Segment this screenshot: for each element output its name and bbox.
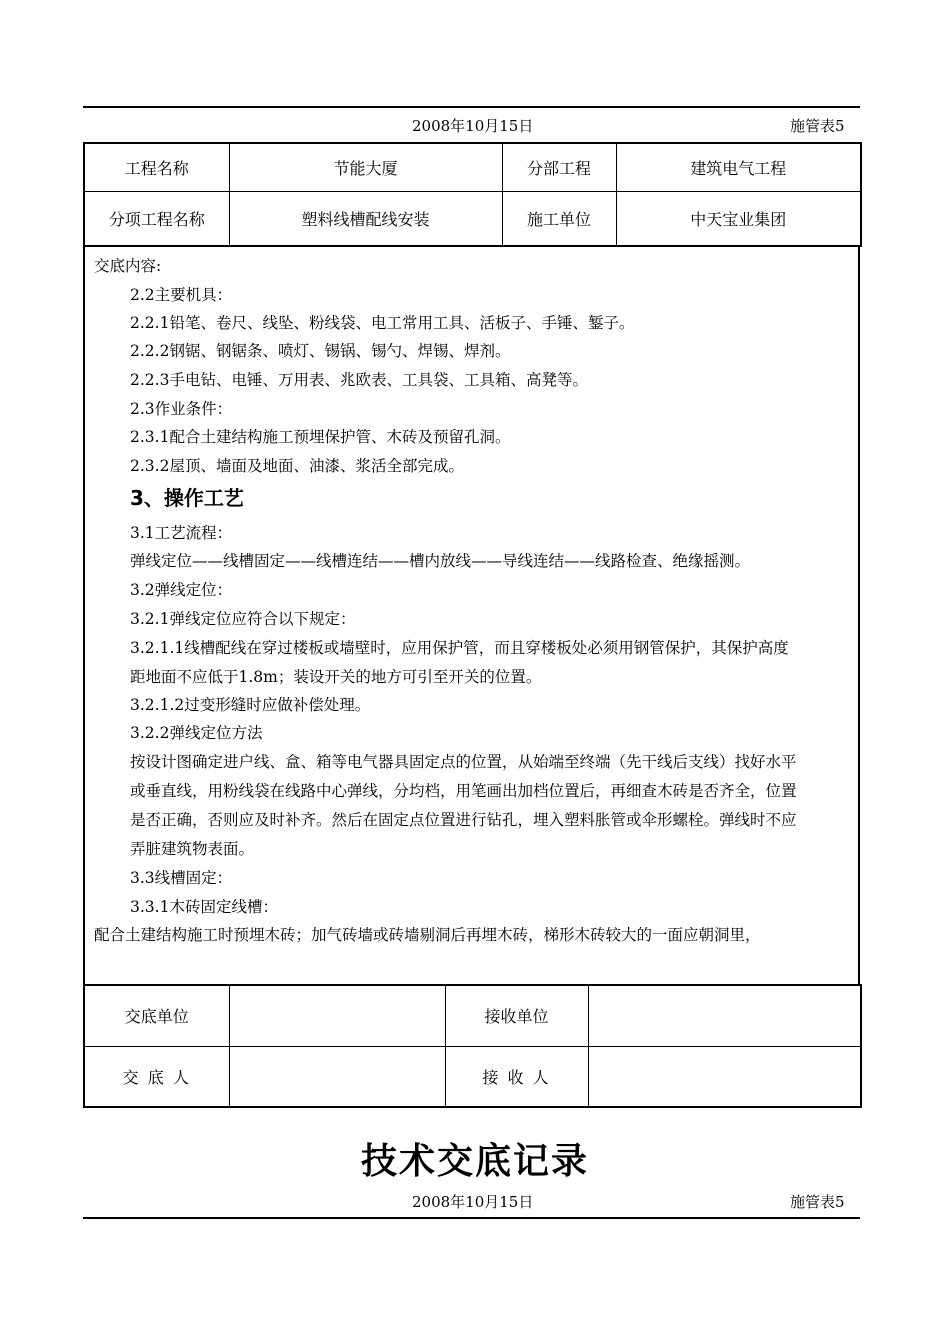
contractor-label: 施工单位 (502, 191, 616, 246)
receiver-field[interactable] (588, 1046, 861, 1107)
content-line: 2.2主要机具： (130, 286, 233, 304)
section-heading: 3、操作工艺 (130, 486, 244, 510)
content-line: 2.3.1配合土建结构施工预埋保护管、木砖及预留孔洞。 (130, 428, 511, 446)
issuer-unit-field[interactable] (229, 985, 445, 1046)
content-line: 按设计图确定进户线、盒、箱等电气器具固定点的位置，从始端至终端（先干线后支线）找好水平 (130, 753, 797, 771)
content-line: 2.3.2屋顶、墙面及地面、油漆、浆活全部完成。 (130, 457, 464, 475)
bottom-rule (83, 1217, 860, 1219)
division-value: 建筑电气工程 (616, 143, 861, 191)
content-line: 2.2.2钢锯、钢锯条、喷灯、锡锅、锡勺、焊锡、焊剂。 (130, 342, 511, 360)
division-label: 分部工程 (502, 143, 616, 191)
issuer-unit-label: 交底单位 (84, 985, 229, 1046)
subitem-value: 塑料线槽配线安装 (229, 191, 502, 246)
content-line: 3.1工艺流程： (130, 524, 233, 542)
sign-table (83, 984, 862, 1108)
issuer-label: 交 底 人 (84, 1046, 229, 1107)
content-line: 3.2弹线定位： (130, 581, 233, 599)
content-line: 3.3线槽固定： (130, 869, 233, 887)
content-line: 弄脏建筑物表面。 (130, 840, 255, 858)
header-date: 2008年10月15日 (412, 117, 534, 135)
info-table (83, 142, 862, 247)
content-line: 弹线定位——线槽固定——线槽连结——槽内放线——导线连结——线路检查、绝缘摇测。 (130, 552, 751, 570)
content-line: 2.2.1铅笔、卷尺、线坠、粉线袋、电工常用工具、活板子、手锤、錾子。 (130, 314, 635, 332)
top-rule (83, 106, 860, 108)
issuer-field[interactable] (229, 1046, 445, 1107)
page-title: 技术交底记录 (360, 1141, 589, 1182)
project-name-label: 工程名称 (84, 143, 229, 191)
project-name-value: 节能大厦 (229, 143, 502, 191)
content-line: 2.2.3手电钻、电锤、万用表、兆欧表、工具袋、工具箱、高凳等。 (130, 371, 588, 389)
content-line: 配合土建结构施工时预埋木砖；加气砖墙或砖墙剔洞后再埋木砖，梯形木砖较大的一面应朝洞里， (94, 926, 761, 944)
header-form-no: 施管表5 (790, 117, 845, 135)
content-line: 是否正确，否则应及时补齐。然后在固定点位置进行钻孔，埋入塑料胀管或伞形螺栓。弹线时不应 (130, 811, 797, 829)
content-line: 3.2.2弹线定位方法 (130, 724, 263, 742)
contractor-value: 中天宝业集团 (616, 191, 861, 246)
content-line: 3.3.1木砖固定线槽： (130, 898, 278, 916)
content-line: 或垂直线，用粉线袋在线路中心弹线，分均档，用笔画出加档位置后，再细查木砖是否齐全，位置 (130, 782, 797, 800)
next-date: 2008年10月15日 (412, 1193, 534, 1211)
content-line: 3.2.1.1线槽配线在穿过楼板或墙壁时，应用保护管，而且穿楼板处必须用钢管保护，其保护高度 (130, 639, 789, 657)
next-form-no: 施管表5 (790, 1193, 845, 1211)
receiver-unit-field[interactable] (588, 985, 861, 1046)
content-line: 3.2.1弹线定位应符合以下规定： (130, 610, 356, 628)
content-line: 3.2.1.2过变形缝时应做补偿处理。 (130, 696, 371, 714)
content-line: 2.3作业条件： (130, 400, 233, 418)
content-intro: 交底内容: (94, 257, 162, 275)
subitem-label: 分项工程名称 (84, 191, 229, 246)
receiver-label: 接 收 人 (445, 1046, 588, 1107)
receiver-unit-label: 接收单位 (445, 985, 588, 1046)
content-line: 距地面不应低于1.8m；装设开关的地方可引至开关的位置。 (130, 668, 542, 686)
